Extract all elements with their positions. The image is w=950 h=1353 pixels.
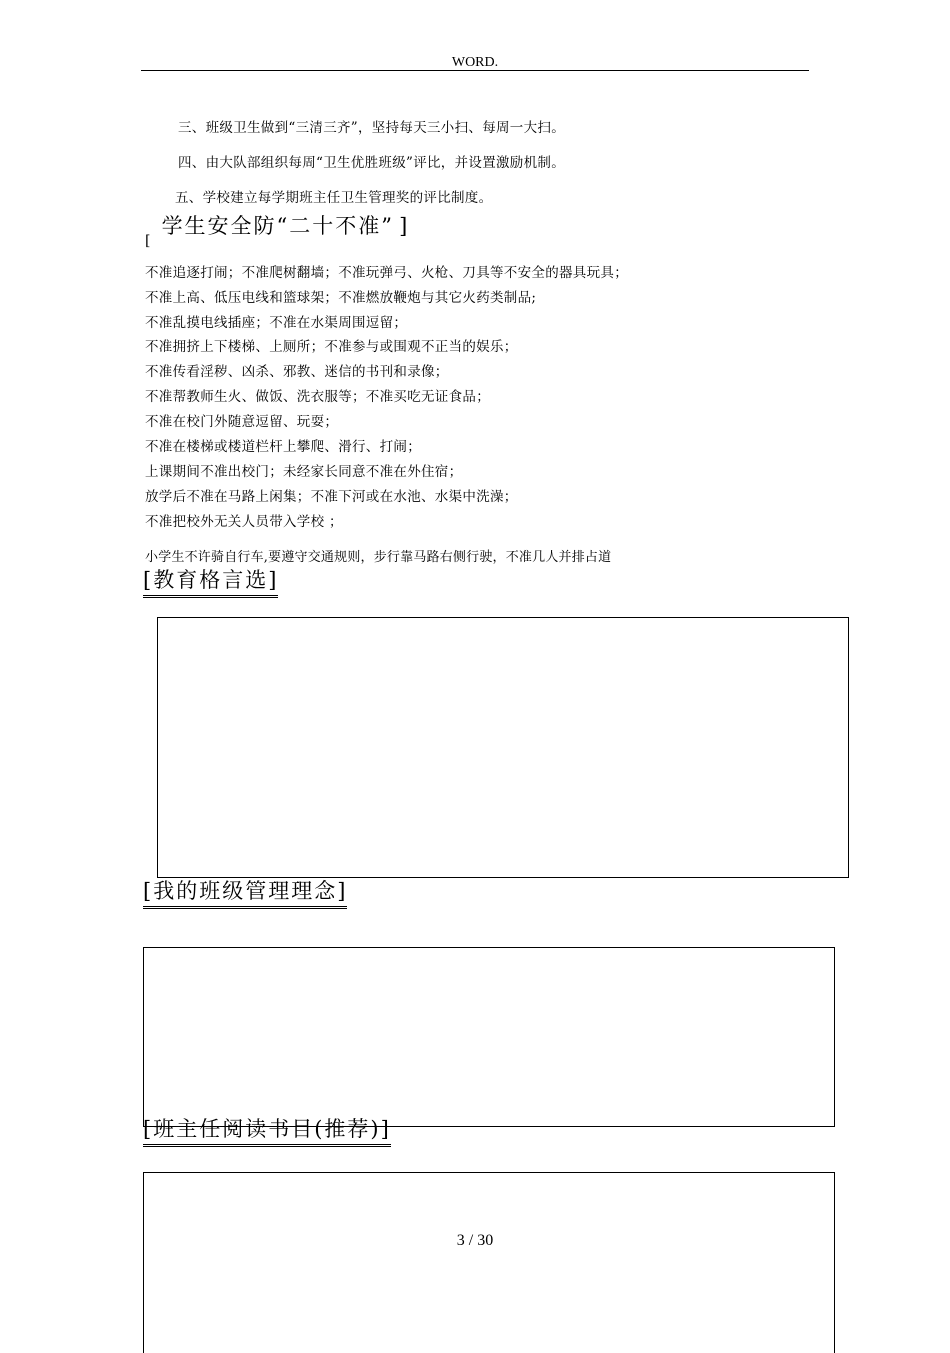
safety-rule: 不准在校门外随意逗留、玩耍；	[145, 414, 339, 430]
page-number: 3 / 30	[456, 1232, 494, 1249]
safety-rule: 放学后不准在马路上闲集；不准下河或在水池、水渠中洗澡；	[145, 489, 518, 505]
safety-rule: 不准追逐打闹；不准爬树翻墙；不准玩弹弓、火枪、刀具等不安全的器具玩具；	[145, 265, 628, 281]
safety-rule: 不准乱摸电线插座；不准在水渠周围逗留；	[145, 315, 408, 331]
safety-rule: 不准传看淫秽、凶杀、邪教、迷信的书刊和录像；	[145, 364, 449, 380]
safety-rule: 不准把校外无关人员带入学校 ；	[145, 514, 343, 530]
hygiene-item-4: 四、由大队部组织每周“卫生优胜班级”评比，并设置激励机制。	[178, 155, 566, 171]
section-title-reading: [班主任阅读书目(推荐)]	[143, 1113, 391, 1147]
section-title-quotes: [教育格言选]	[143, 564, 278, 598]
reading-box	[143, 1172, 835, 1353]
hygiene-item-3: 三、班级卫生做到“三清三齐”，坚持每天三小扫、每周一大扫。	[178, 120, 566, 136]
safety-rule: 不准在楼梯或楼道栏杆上攀爬、滑行、打闹；	[145, 439, 421, 455]
quotes-box	[157, 617, 849, 878]
section-title-philosophy: [我的班级管理理念]	[143, 875, 347, 909]
safety-close-bracket: ]	[399, 214, 408, 238]
safety-rule: 上课期间不准出校门；未经家长同意不准在外住宿；	[145, 464, 463, 480]
safety-heading	[145, 210, 408, 249]
page-header: WORD.	[451, 55, 499, 70]
philosophy-box	[143, 947, 835, 1127]
hygiene-item-5: 五、学校建立每学期班主任卫生管理奖的评比制度。	[175, 190, 493, 206]
safety-rule: 不准帮教师生火、做饭、洗衣服等；不准买吃无证食品；	[145, 389, 490, 405]
safety-rule: 不准拥挤上下楼梯、上厕所；不准参与或围观不正当的娱乐；	[145, 339, 518, 355]
header-rule	[141, 70, 809, 71]
safety-open-bracket: [	[145, 233, 151, 249]
safety-rule-traffic: 小学生不许骑自行车,要遵守交通规则，步行靠马路右侧行驶，不准几人并排占道	[145, 550, 612, 565]
safety-title: 学生安全防“二十不准”	[161, 214, 395, 238]
safety-rule: 不准上高、低压电线和篮球架；不准燃放鞭炮与其它火药类制品;	[145, 290, 537, 306]
